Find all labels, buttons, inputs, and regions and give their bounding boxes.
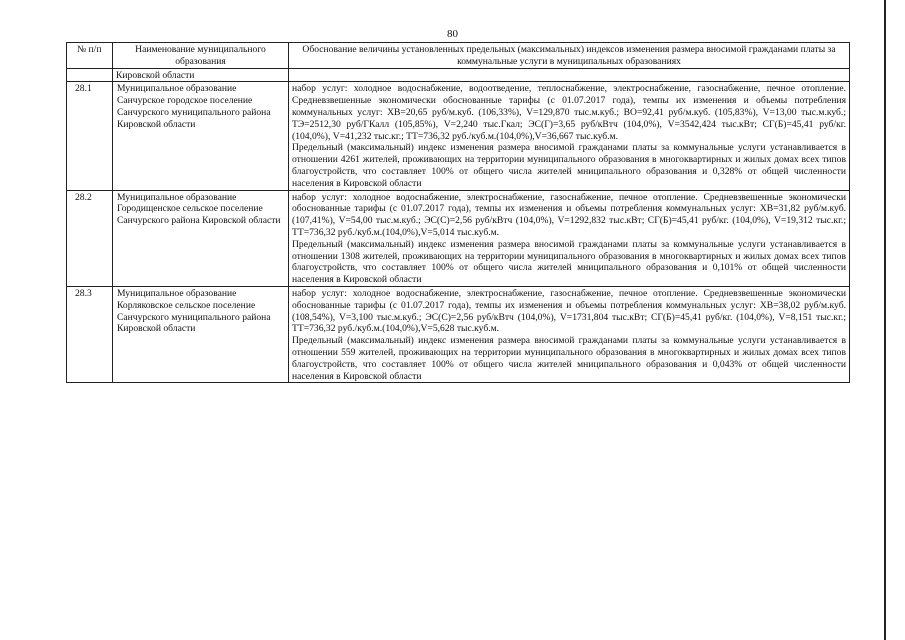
index-paragraph: Предельный (максимальный) индекс изменения размера вносимой гражданами платы за коммунальные услуги устанавливается в отношении 4261 жителей, проживающих на территории муниципального образования в многоквартирных и жилых домах всех типов благоустройств, что составляет 100% от общего числа жителей мниципального образования и 0,328% от общей численности населения в Кировской области — [292, 142, 846, 189]
justification-cell — [289, 82, 850, 190]
justification-cell — [289, 286, 850, 382]
page-number: 80 — [447, 28, 458, 40]
header-justification: Обоснование величины установленных предельных (максимальных) индексов изменения размера вносимой гражданами платы за коммунальные услуги в муниципальных образованиях — [289, 43, 850, 69]
header-number: № п/п — [67, 43, 113, 69]
justification-cell — [289, 190, 850, 286]
services-paragraph: набор услуг: холодное водоснабжение, электроснабжение, газоснабжение, печное отопление. Средневзвешенные экономически обоснованные тарифы (с 01.07.2017 года), темпы их изменения и объемы потребления коммунальных услуг: ХВ=38,02 руб/м.куб. (108,54%), V=3,100 тыс.м.куб.; ЭС(С)=2,56 руб/кВтч (104,0%), V=1731,804 тыс.кВт; СГ(Б)=45,41 руб/кг. (104,0%), V=8,151 тыс.кг.; ТТ=736,32 руб./куб.м.(104,0%),V=5,628 тыс.куб.м. — [292, 287, 846, 335]
table-row — [67, 82, 850, 190]
region-name: Кировской области — [113, 68, 289, 82]
municipality-name: Муниципальное образование Корляковское сельское поселение Санчурского муниципального района Кировской области — [113, 286, 289, 382]
services-paragraph: набор услуг: холодное водоснабжение, электроснабжение, газоснабжение, печное отопление. Средневзвешенные экономически обоснованные тарифы (с 01.07.2017 года), темпы их изменения и объемы потребления коммунальных услуг: ХВ=31,82 руб/м.куб. (107,41%), V=54,00 тыс.м.куб.; ЭС(С)=2,56 руб/кВтч (104,0%), V=1292,832 тыс.кВт; СГ(Б)=45,41 руб/кг. (104,0%), V=19,312 тыс.кг.; ТТ=736,32 руб./куб.м.(104,0%),V=5,014 тыс.куб.м. — [292, 191, 846, 238]
table-header-row — [67, 43, 850, 69]
index-paragraph: Предельный (максимальный) индекс изменения размера вносимой гражданами платы за коммунальные услуги устанавливается в отношении 559 жителей, проживающих на территории муниципального образования в многоквартирных и жилых домах всех типов благоустройств, что составляет 100% от общего числа жителей мниципального образования и 0,043% от общей численности населения в Кировской области — [292, 335, 846, 382]
municipality-name: Муниципальное образование Городищенское сельское поселение Санчурского района Кировской области — [113, 190, 289, 286]
table-row — [67, 286, 850, 382]
row-number: 28.1 — [67, 82, 113, 190]
services-paragraph: набор услуг: холодное водоснабжение, водоотведение, теплоснабжение, электроснабжение, газоснабжение, печное отопление. Средневзвешенные экономически обоснованные тарифы (с 01.07.2017 года), темпы их изменения и объемы потребления коммунальных услуг: ХВ=20,65 руб/м.куб. (106,33%), V=129,870 тыс.м.куб.; ВО=92,41 руб/м.куб. (105,83%), V=13,00 тыс.м.куб.; ТЭ=2512,30 руб/ГКалл (105,85%), V=2,240 тыс.Гкал; ЭС(Г)=3,65 руб/кВтч (104,0%), V=3542,424 тыс.кВт; СГ(Б)=45,41 руб/кг. (104,0%), V=41,232 тыс.кг.; ТТ=736,32 руб./куб.м.(104,0%),V=36,667 тыс.куб.м. — [292, 83, 846, 142]
page-edge-rule — [884, 0, 886, 640]
index-paragraph: Предельный (максимальный) индекс изменения размера вносимой гражданами платы за коммунальные услуги устанавливается в отношении 1308 жителей, проживающих на территории муниципального образования в многоквартирных и жилых домах всех типов благоустройств, что составляет 100% от общего числа жителей мниципального образования и 0,101% от общей численности населения в Кировской области — [292, 238, 846, 286]
row-number: 28.3 — [67, 286, 113, 382]
region-row — [67, 68, 850, 82]
header-municipality: Наименование муниципального образования — [113, 43, 289, 69]
municipality-name: Муниципальное образование Санчурское городское поселение Санчурского муниципального района Кировской области — [113, 82, 289, 190]
row-number: 28.2 — [67, 190, 113, 286]
table-row — [67, 190, 850, 286]
tariff-table — [66, 42, 850, 383]
